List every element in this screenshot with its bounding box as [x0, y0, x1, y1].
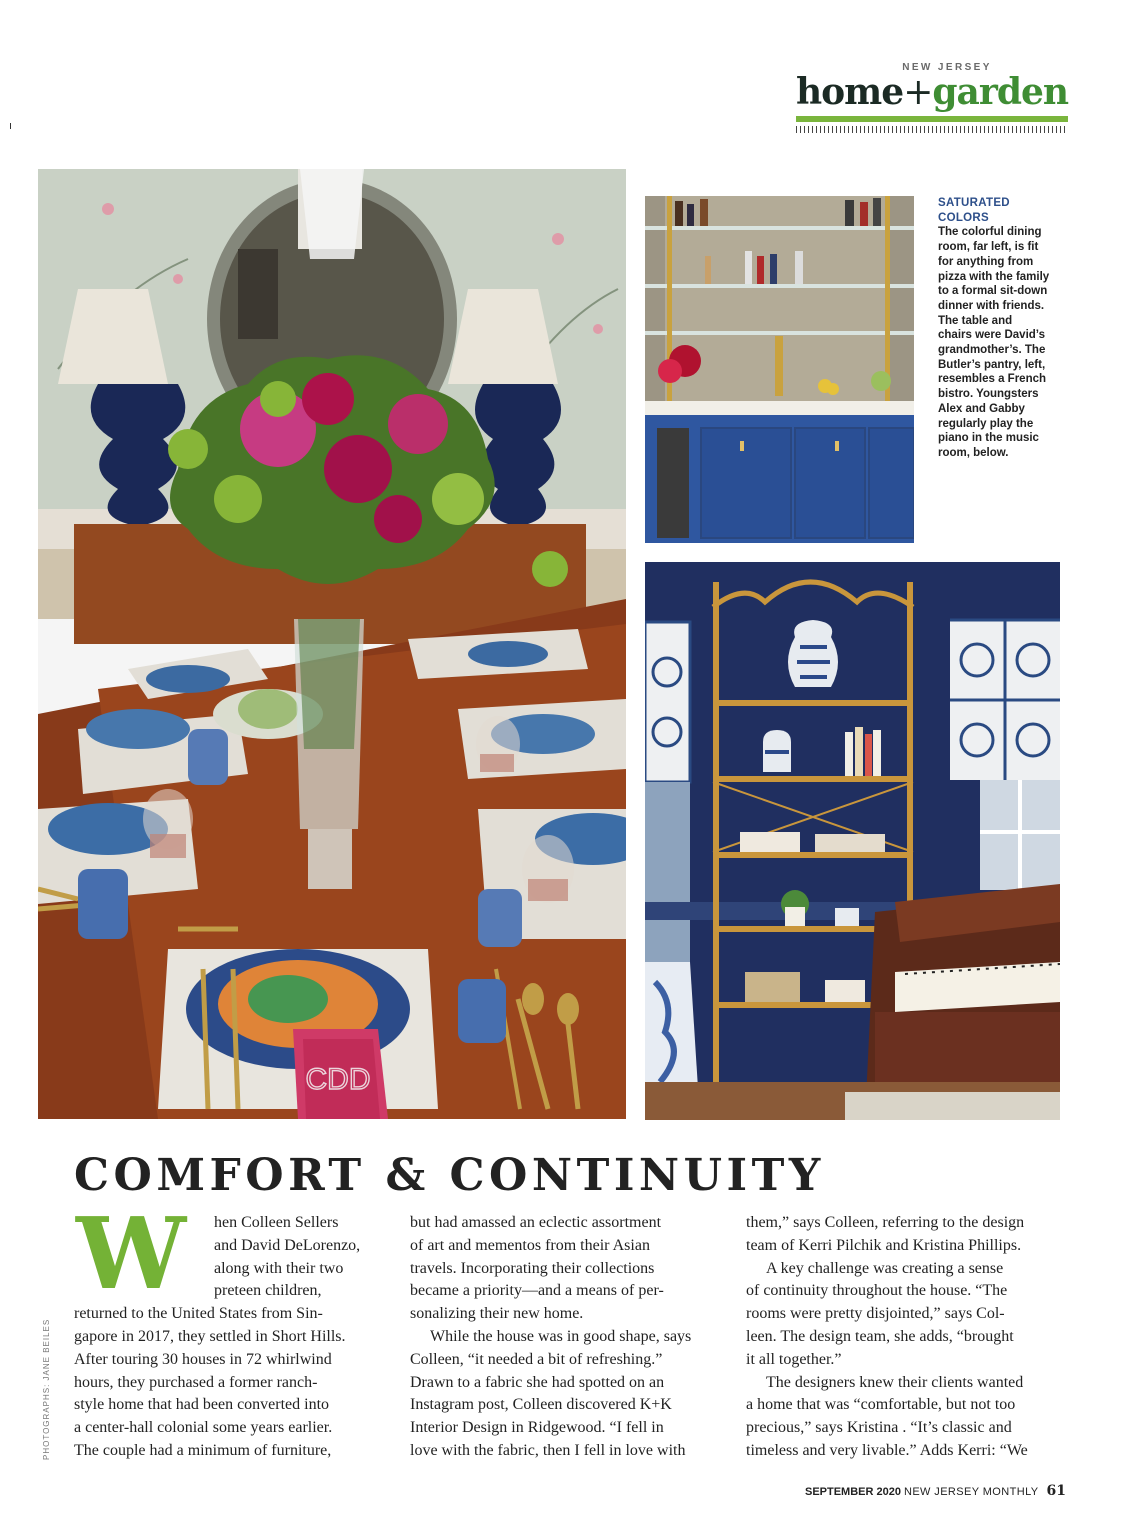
- logo-green-rule: [796, 116, 1068, 122]
- logo-tick-rule: [796, 126, 1068, 133]
- body-line: Instagram post, Colleen discovered K+K: [410, 1396, 672, 1414]
- caption-line: grandmother’s. The: [938, 344, 1046, 357]
- page-folio: [805, 1483, 1066, 1499]
- caption-line: The colorful dining: [938, 226, 1042, 239]
- caption-line: room, below.: [938, 446, 1009, 459]
- body-line: Colleen, “it needed a bit of refreshing.”: [410, 1350, 663, 1368]
- logo-wordmark: [796, 73, 1068, 112]
- body-line: After touring 30 houses in 72 whirlwind: [74, 1350, 332, 1368]
- body-line: gapore in 2017, they settled in Short Hills.: [74, 1327, 346, 1345]
- body-line: rooms were pretty disjointed,” says Col-: [746, 1305, 1005, 1323]
- body-line: timeless and very livable.” Adds Kerri: “We: [746, 1441, 1028, 1459]
- article-column-1: [74, 1197, 392, 1463]
- body-line: hours, they purchased a former ranch-: [74, 1373, 318, 1391]
- body-line: became a priority—and a means of per-: [410, 1282, 664, 1300]
- caption-line: pizza with the family: [938, 270, 1050, 283]
- body-line: Interior Design in Ridgewood. “I fell in: [410, 1419, 664, 1437]
- body-line: sonalizing their new home.: [410, 1305, 584, 1323]
- article-headline: COMFORT & CONTINUITY: [74, 1150, 825, 1201]
- caption-heading: [938, 196, 1068, 225]
- body-line: of continuity throughout the house. “The: [746, 1282, 1008, 1300]
- body-line: precious,” says Kristina . “It’s classic and: [746, 1419, 1012, 1437]
- caption-line: Butler’s pantry, left,: [938, 358, 1046, 371]
- caption-line: regularly play the: [938, 417, 1034, 430]
- crop-mark: [10, 123, 11, 129]
- body-line: returned to the United States from Sin-: [74, 1305, 323, 1323]
- caption-line: to a formal sit-down: [938, 285, 1048, 298]
- logo-kicker: NEW JERSEY: [902, 62, 992, 73]
- caption-line: bistro. Youngsters: [938, 388, 1039, 401]
- drop-cap: W: [76, 1197, 187, 1312]
- caption-body: [938, 225, 1068, 460]
- caption-line: Alex and Gabby: [938, 402, 1025, 415]
- article-column-2: [410, 1212, 728, 1463]
- logo-garden: garden: [932, 71, 1069, 113]
- article-column-3: [746, 1212, 1064, 1463]
- issue-date: SEPTEMBER 2020: [804, 1486, 901, 1498]
- publication-name: NEW JERSEY MONTHLY: [903, 1486, 1039, 1498]
- caption-heading-line: SATURATED: [938, 197, 1010, 209]
- body-line: a home that was “comfortable, but not too: [746, 1396, 1016, 1414]
- body-line: love with the fabric, then I fell in love with: [410, 1441, 686, 1459]
- body-line: hen Colleen Sellers: [214, 1214, 339, 1231]
- body-line: While the house was in good shape, says: [430, 1327, 692, 1345]
- body-line: The couple had a minimum of furniture,: [74, 1441, 332, 1459]
- body-line: travels. Incorporating their collections: [410, 1259, 655, 1277]
- photo-credit: PHOTOGRAPHS: JANE BEILES: [42, 1318, 51, 1460]
- body-line: of art and mementos from their Asian: [410, 1236, 650, 1254]
- body-line: team of Kerri Pilchik and Kristina Phillips.: [746, 1236, 1022, 1254]
- butlers-pantry-photo: [645, 196, 914, 543]
- logo-home: home: [796, 71, 904, 113]
- caption-line: chairs were David’s: [938, 329, 1045, 342]
- body-line: them,” says Colleen, referring to the design: [746, 1214, 1025, 1231]
- logo-plus: +: [903, 72, 933, 113]
- photo-caption: [938, 196, 1068, 461]
- body-line: A key challenge was creating a sense: [766, 1259, 1004, 1277]
- body-line: but had amassed an eclectic assortment: [410, 1214, 662, 1231]
- caption-line: for anything from: [938, 255, 1034, 268]
- magazine-section-logo: [796, 62, 1068, 133]
- caption-line: dinner with friends.: [938, 299, 1045, 312]
- body-line: a center-hall colonial some years earlier.: [74, 1419, 333, 1437]
- dining-room-photo: [38, 169, 626, 1119]
- body-line: The designers knew their clients wanted: [766, 1373, 1024, 1391]
- caption-heading-line: COLORS: [938, 211, 989, 224]
- caption-line: room, far left, is fit: [938, 241, 1039, 254]
- caption-line: piano in the music: [938, 432, 1039, 445]
- body-line: it all together.”: [746, 1350, 842, 1368]
- body-line: along with their two: [214, 1259, 344, 1277]
- body-line: leen. The design team, she adds, “brought: [746, 1327, 1014, 1345]
- caption-line: The table and: [938, 314, 1013, 327]
- body-line: and David DeLorenzo,: [214, 1236, 361, 1254]
- caption-line: resembles a French: [938, 373, 1047, 386]
- page-number: 61: [1046, 1483, 1066, 1499]
- music-room-photo: [645, 562, 1060, 1120]
- napkin-monogram: CDD: [305, 1063, 371, 1096]
- body-line: preteen children,: [214, 1282, 322, 1300]
- body-line: style home that had been converted into: [74, 1396, 330, 1414]
- body-line: Drawn to a fabric she had spotted on an: [410, 1373, 665, 1391]
